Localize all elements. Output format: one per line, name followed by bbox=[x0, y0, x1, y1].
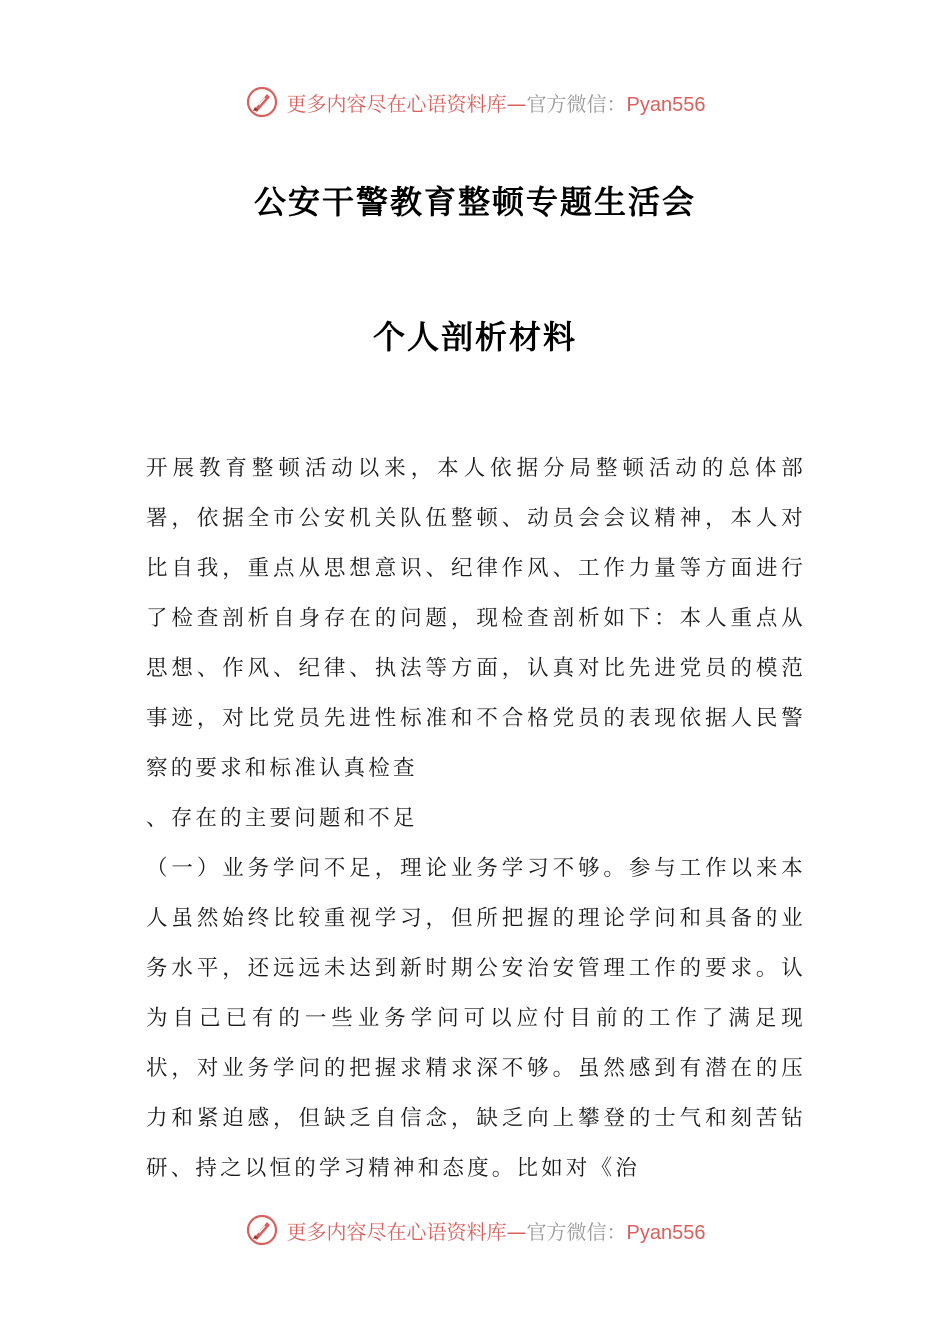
watermark-dash: — bbox=[506, 1219, 527, 1244]
document-title: 公安干警教育整顿专题生活会 bbox=[253, 183, 696, 221]
document-body bbox=[146, 444, 806, 1194]
watermark-dash: — bbox=[506, 91, 527, 116]
watermark-text bbox=[287, 88, 706, 117]
watermark-label: 官方微信： bbox=[526, 91, 627, 116]
footer-watermark bbox=[0, 1210, 950, 1250]
watermark-main-text: 更多内容尽在心语资料库 bbox=[286, 1219, 507, 1244]
body-paragraph-3: （一）业务学问不足，理论业务学习不够。参与工作以来本人虽然始终比较重视学习，但所把握的理论学问和具备的业务水平，还远远未达到新时期公安治安管理工作的要求。认为自己已有的一些业务学问可以应付目前的工作了满足现状，对业务学问的把握求精求深不够。虽然感到有潜在的压力和紧迫感，但缺乏自信念，缺乏向上攀登的士气和刻苦钻研、持之以恒的学习精神和态度。比如对《治 bbox=[146, 856, 806, 1181]
watermark-wechat-id: Pyan556 bbox=[626, 93, 706, 116]
quill-pen-logo-icon bbox=[245, 85, 279, 119]
watermark-label: 官方微信： bbox=[526, 1219, 627, 1244]
body-paragraph-1: 开展教育整顿活动以来，本人依据分局整顿活动的总体部署，依据全市公安机关队伍整顿、动员会会议精神，本人对比自我，重点从思想意识、纪律作风、工作力量等方面进行了检查剖析自身存在的问题，现检查剖析如下：本人重点从思想、作风、纪律、执法等方面，认真对比先进党员的模范事迹，对比党员先进性标准和不合格党员的表现依据人民警察的要求和标准认真检查 bbox=[146, 456, 806, 781]
header-watermark bbox=[0, 82, 950, 122]
watermark-main-text: 更多内容尽在心语资料库 bbox=[286, 91, 507, 116]
document-subtitle: 个人剖析材料 bbox=[372, 318, 577, 356]
watermark-text bbox=[287, 1216, 706, 1245]
quill-pen-logo-icon bbox=[245, 1213, 279, 1247]
body-paragraph-2: 、存在的主要问题和不足 bbox=[146, 806, 418, 831]
watermark-wechat-id: Pyan556 bbox=[626, 1221, 706, 1244]
